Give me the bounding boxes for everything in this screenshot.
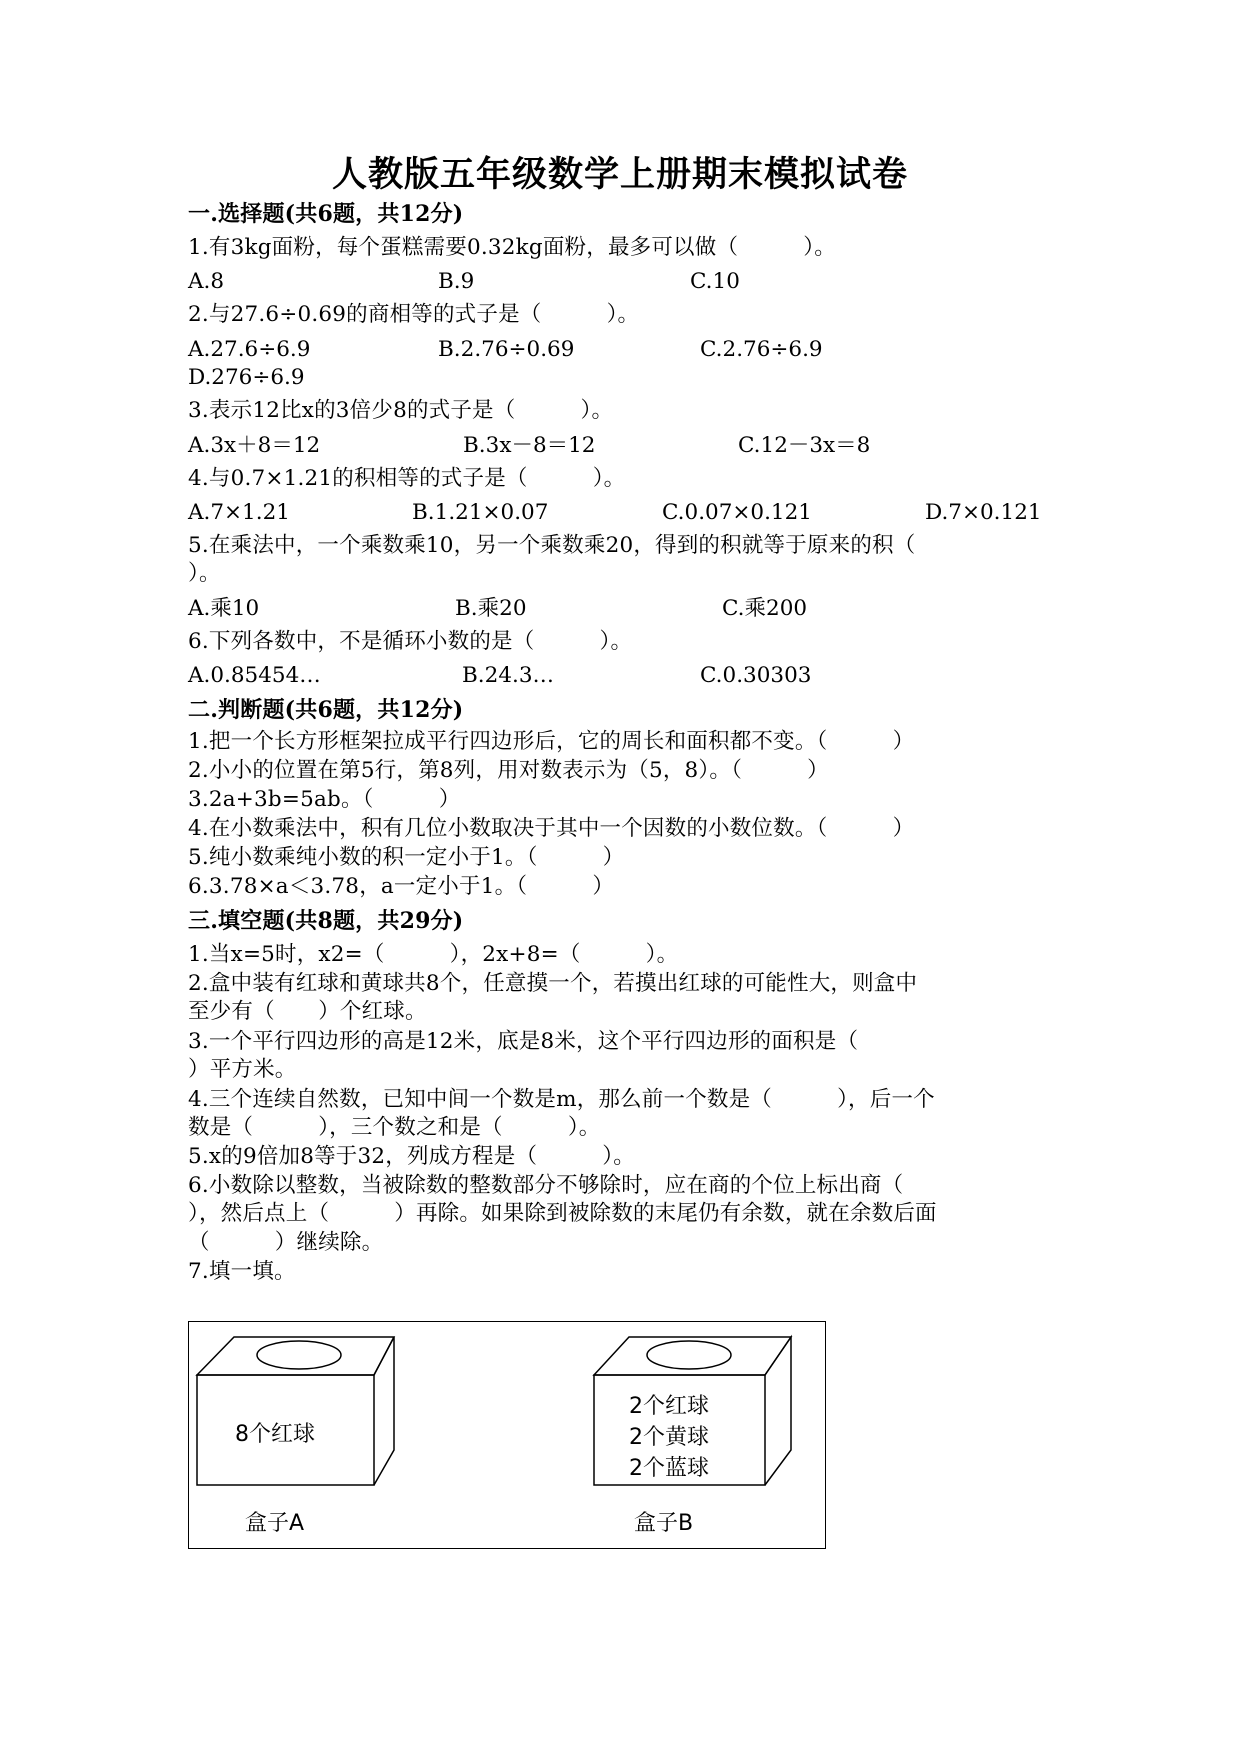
section-heading-fill: 三.填空题(共8题，共29分) — [188, 908, 464, 934]
box-a-content: 8个红球 — [235, 1422, 315, 1447]
option: A.0.85454… — [188, 663, 321, 688]
judge-item: 3.2a+3b=5ab。（ ） — [188, 787, 461, 812]
option: C.乘200 — [722, 596, 808, 621]
option: C.10 — [690, 269, 740, 294]
fill-item-cont: 数是（ ），三个数之和是（ ）。 — [188, 1115, 601, 1140]
fill-item-cont: ），然后点上（ ）再除。如果除到被除数的末尾仍有余数，就在余数后面 — [188, 1201, 937, 1226]
option: A.8 — [188, 269, 225, 294]
fill-item-cont: （ ）继续除。 — [188, 1230, 384, 1255]
option: B.9 — [438, 269, 475, 294]
box-b-line: 2个黄球 — [629, 1425, 709, 1450]
question-text: 3.表示12比x的3倍少8的式子是（ ）。 — [188, 398, 614, 423]
option: A.3x＋8＝12 — [188, 433, 321, 458]
ball-boxes-figure — [188, 1321, 826, 1549]
box-b-label: 盒子B — [634, 1511, 694, 1536]
option: C.0.30303 — [700, 663, 812, 688]
fill-item: 4.三个连续自然数，已知中间一个数是m，那么前一个数是（ ），后一个 — [188, 1087, 935, 1112]
fill-item-cont: 至少有（ ）个红球。 — [188, 999, 427, 1024]
option: A.27.6÷6.9 — [188, 337, 311, 362]
option: B.乘20 — [455, 596, 527, 621]
ball-boxes-drawing — [189, 1322, 825, 1548]
fill-item: 7.填一填。 — [188, 1259, 296, 1284]
box-b-line: 2个蓝球 — [629, 1456, 709, 1481]
section-heading-judge: 二.判断题(共6题，共12分) — [188, 697, 464, 723]
judge-item: 5.纯小数乘纯小数的积一定小于1。（ ） — [188, 845, 625, 870]
fill-item: 6.小数除以整数，当被除数的整数部分不够除时，应在商的个位上标出商（ — [188, 1173, 904, 1198]
fill-item: 5.x的9倍加8等于32，列成方程是（ ）。 — [188, 1144, 635, 1169]
box-a — [197, 1337, 394, 1485]
fill-item-cont: ）平方米。 — [188, 1057, 297, 1082]
option: D.276÷6.9 — [188, 365, 305, 390]
question-text: 5.在乘法中，一个乘数乘10，另一个乘数乘20，得到的积就等于原来的积（ — [188, 533, 916, 558]
option: B.24.3… — [462, 663, 555, 688]
judge-item: 2.小小的位置在第5行，第8列，用对数表示为（5，8）。（ ） — [188, 758, 829, 783]
judge-item: 4.在小数乘法中，积有几位小数取决于其中一个因数的小数位数。（ ） — [188, 816, 915, 841]
fill-item: 2.盒中装有红球和黄球共8个，任意摸一个，若摸出红球的可能性大，则盒中 — [188, 971, 918, 996]
box-b-line: 2个红球 — [629, 1394, 709, 1419]
option: A.7×1.21 — [188, 500, 290, 525]
option: A.乘10 — [188, 596, 260, 621]
judge-item: 1.把一个长方形框架拉成平行四边形后，它的周长和面积都不变。（ ） — [188, 729, 915, 754]
page-title: 人教版五年级数学上册期末模拟试卷 — [331, 154, 908, 195]
fill-item: 3.一个平行四边形的高是12米，底是8米，这个平行四边形的面积是（ — [188, 1029, 859, 1054]
fill-item: 1.当x=5时，x2=（ ），2x+8=（ ）。 — [188, 942, 679, 967]
judge-item: 6.3.78×a＜3.78，a一定小于1。（ ） — [188, 874, 615, 899]
question-text: 4.与0.7×1.21的积相等的式子是（ ）。 — [188, 466, 626, 491]
section-heading-choice: 一.选择题(共6题，共12分) — [188, 201, 464, 227]
option: C.2.76÷6.9 — [700, 337, 823, 362]
question-text: 2.与27.6÷0.69的商相等的式子是（ ）。 — [188, 302, 640, 327]
option: C.12－3x＝8 — [738, 433, 871, 458]
option: B.3x－8＝12 — [463, 433, 596, 458]
question-text: 1.有3kg面粉，每个蛋糕需要0.32kg面粉，最多可以做（ ）。 — [188, 235, 836, 260]
question-text: 6.下列各数中，不是循环小数的是（ ）。 — [188, 629, 633, 654]
option: B.2.76÷0.69 — [438, 337, 575, 362]
question-text-cont: ）。 — [188, 561, 221, 586]
option: D.7×0.121 — [925, 500, 1042, 525]
option: B.1.21×0.07 — [412, 500, 549, 525]
option: C.0.07×0.121 — [662, 500, 812, 525]
box-a-label: 盒子A — [245, 1511, 305, 1536]
